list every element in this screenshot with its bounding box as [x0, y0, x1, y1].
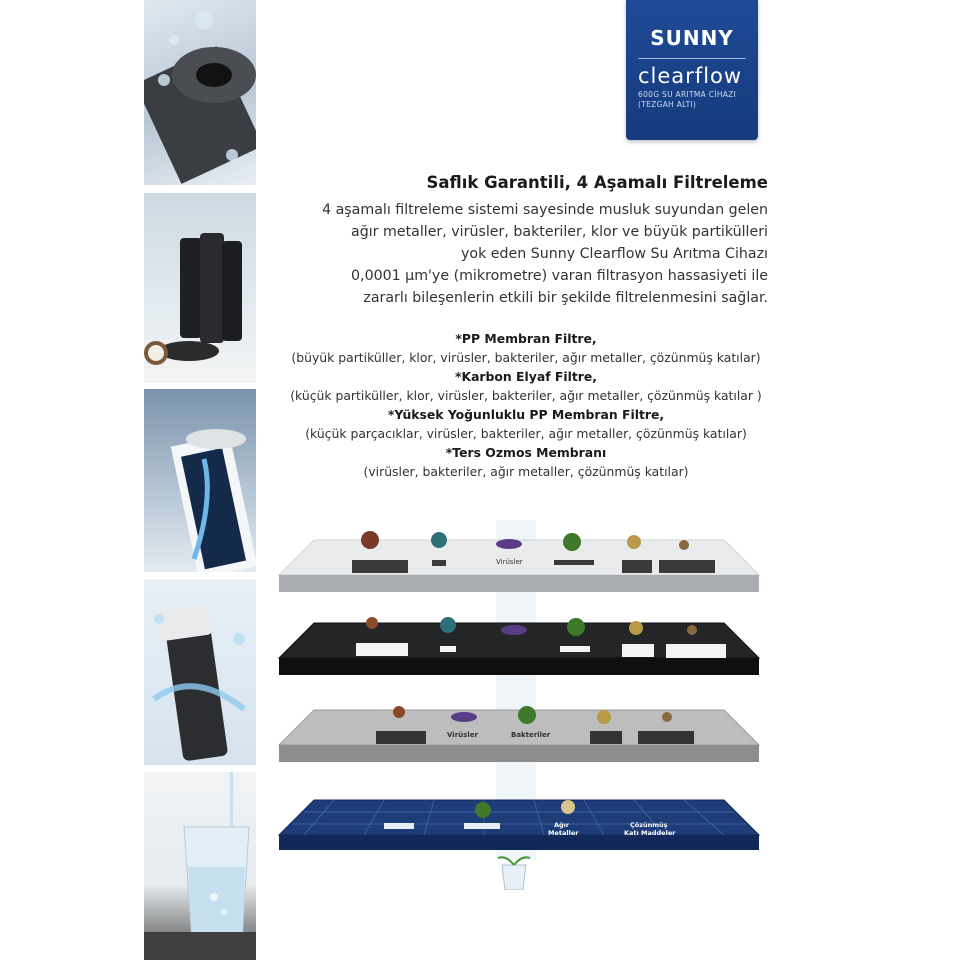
virus-icon	[451, 712, 477, 722]
particle-icon	[361, 531, 379, 549]
layer-pp-membrane	[279, 531, 759, 592]
filtration-layers-diagram	[274, 520, 764, 890]
page-heading: Saflık Garantili, 4 Aşamalı Filtreleme	[426, 173, 768, 192]
cartridge-icon	[144, 389, 256, 572]
filter-title: *Ters Ozmos Membranı	[445, 445, 607, 460]
metal-sphere-icon	[561, 800, 575, 814]
water-glass-icon	[144, 772, 256, 960]
filter-description: (virüsler, bakteriler, ağır metaller, çözünmüş katılar)	[363, 464, 689, 479]
layer-label: Çözünmüş	[630, 821, 668, 829]
virus-icon	[496, 539, 522, 549]
intro-line: 4 aşamalı filtreleme sistemi sayesinde musluk suyundan gelen	[322, 202, 768, 218]
filter-cartridge-photo	[144, 389, 256, 572]
filter-description: (küçük partiküller, klor, virüsler, bakteriler, ağır metaller, çözünmüş katılar )	[290, 388, 762, 403]
carbon-block-photo	[144, 193, 256, 383]
water-glass-photo	[144, 772, 256, 960]
particle-icon	[679, 540, 689, 550]
plant-in-glass-icon	[498, 857, 530, 890]
brand-badge	[626, 0, 758, 140]
filter-title: *Karbon Elyaf Filtre,	[454, 369, 598, 384]
virus-icon	[567, 618, 585, 636]
layer-label: Ağır	[554, 821, 570, 829]
bacteria-icon	[475, 802, 491, 818]
product-name: clearflow	[638, 64, 743, 88]
bacteria-icon	[440, 617, 456, 633]
particle-icon	[687, 625, 697, 635]
intro-line: yok eden Sunny Clearflow Su Arıtma Cihazı	[461, 246, 768, 262]
carbon-filter-photo	[144, 0, 256, 185]
splash-cartridge-photo	[144, 579, 256, 765]
layer-carbon-fiber	[279, 617, 759, 675]
splash-cartridge-icon	[144, 579, 256, 765]
virus-icon	[501, 625, 527, 635]
layer-label: Bakteriler	[511, 731, 551, 739]
intro-paragraph	[298, 199, 768, 309]
metal-sphere-icon	[627, 535, 641, 549]
intro-line: ağır metaller, virüsler, bakteriler, klor ve büyük partikülleri	[351, 224, 768, 240]
brand-logo: SUNNY	[650, 26, 734, 50]
metal-sphere-icon	[597, 710, 611, 724]
layer-label: Virüsler	[447, 731, 478, 739]
layer-label: Virüsler	[496, 558, 523, 566]
filter-list	[256, 330, 796, 482]
virus-icon	[563, 533, 581, 551]
bacteria-icon	[518, 706, 536, 724]
particle-icon	[393, 706, 405, 718]
filter-title: *PP Membran Filtre,	[455, 331, 597, 346]
filter-description: (küçük parçacıklar, virüsler, bakteriler, ağır metaller, çözünmüş katılar)	[305, 426, 747, 441]
layer-label: Katı Maddeler	[624, 829, 676, 837]
intro-line: zararlı bileşenlerin etkili bir şekilde filtrelenmesini sağlar.	[363, 290, 768, 306]
layer-reverse-osmosis	[279, 800, 759, 850]
layer-high-density-pp	[279, 706, 759, 762]
filter-description: (büyük partiküller, klor, virüsler, bakteriler, ağır metaller, çözünmüş katılar)	[291, 350, 761, 365]
product-subtitle-line1: 600G SU ARITMA CİHAZI	[638, 90, 737, 99]
filter-title: *Yüksek Yoğunluklu PP Membran Filtre,	[387, 407, 665, 422]
product-subtitle-line2: (TEZGAH ALTI)	[638, 100, 697, 109]
bacteria-icon	[431, 532, 447, 548]
carbon-cylinder-icon	[144, 0, 256, 185]
particle-icon	[662, 712, 672, 722]
intro-line: 0,0001 µm'ye (mikrometre) varan filtrasyon hassasiyeti ile	[351, 268, 768, 284]
particle-icon	[366, 617, 378, 629]
metal-sphere-icon	[629, 621, 643, 635]
layer-label: Metaller	[548, 829, 579, 837]
brand-divider	[638, 58, 746, 59]
brochure-page	[144, 0, 816, 960]
carbon-block-icon	[144, 193, 256, 383]
